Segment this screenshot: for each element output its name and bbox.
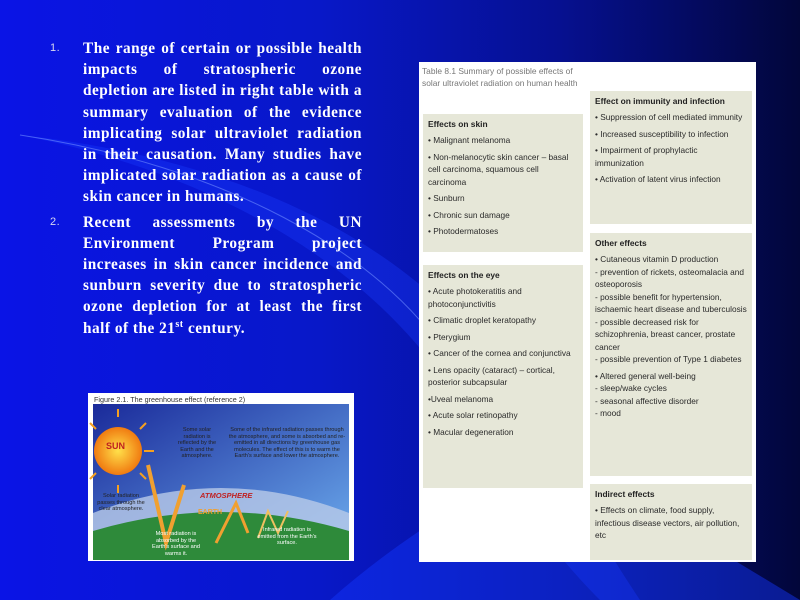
list-item: - seasonal affective disorder (595, 395, 699, 406)
bullet-list (50, 38, 362, 343)
list-item: • Malignant melanoma (428, 135, 511, 145)
absorbed-text: Most radiation is absorbed by the Earth's surface and warms it. (151, 531, 201, 557)
bullet-text: Recent assessments by the UN Environment Program project increases in skin cancer incidence and sunburn severity due to stratospheric ozone depletion for at least the first half of the 21 (83, 213, 362, 337)
list-item: • Macular degeneration (428, 426, 514, 437)
sun-label: SUN (106, 441, 126, 451)
list-item: • Altered general well-being (595, 370, 696, 381)
table-caption: Table 8.1 Summary of possible effects of solar ultraviolet radiation on human health (422, 66, 578, 89)
list-item: • Sunburn (428, 193, 465, 203)
earth-label: EARTH (198, 509, 223, 516)
greenhouse-figure (88, 393, 354, 561)
immunity-effects-box (590, 91, 752, 224)
list-item: • Cancer of the cornea and conjunctiva (428, 348, 571, 358)
list-item: • Suppression of cell mediated immunity (595, 112, 743, 122)
indirect-effects-box (590, 484, 752, 560)
other-effects-title: Other effects (595, 238, 647, 248)
list-item: • Impairment of prophylactic immunization (595, 145, 698, 168)
list-item: - possible decreased risk for schizophrenia, breast cancer, prostate cancer (595, 316, 736, 352)
other-effects-box (590, 233, 752, 476)
bullet-text: The range of certain or possible health impacts of stratospheric ozone depletion are listed in right table with a summary evaluation of the evidence implicating solar ultraviolet radiation in their causation. Many studies have implicated solar radiation as a cause of skin cancer in humans. (83, 40, 362, 206)
list-item: • Acute photokeratitis and photoconjunctivitis (428, 286, 522, 309)
list-item: - prevention of rickets, osteomalacia and osteoporosis (595, 266, 744, 289)
reflected-text: Some solar radiation is reflected by the Earth and the atmosphere. (177, 427, 217, 460)
list-item: - possible benefit for hypertension, ischaemic heart disease and tuberculosis (595, 291, 747, 314)
list-item: • Non-melanocytic skin cancer – basal cell carcinoma, squamous cell carcinoma (428, 151, 569, 187)
summary-table-image (419, 62, 756, 562)
bullet-text-tail: century. (183, 319, 246, 337)
list-item: • Climatic droplet keratopathy (428, 315, 537, 325)
bullet-number: 2. (50, 215, 61, 228)
passes-through-text: Solar radiation passes through the clear atmosphere. (97, 493, 145, 513)
list-item: • Chronic sun damage (428, 209, 510, 220)
skin-effects-box (423, 114, 583, 252)
list-item: • Pterygium (428, 331, 471, 342)
indirect-effects-title: Indirect effects (595, 489, 655, 499)
list-item: • Photodermatoses (428, 226, 499, 236)
eye-effects-box (423, 265, 583, 488)
eye-effects-title: Effects on the eye (428, 270, 500, 280)
list-item: • Lens opacity (cataract) – cortical, posterior subcapsular (428, 364, 555, 387)
bullet-item-2 (50, 212, 362, 339)
list-item: •Uveal melanoma (428, 393, 494, 404)
list-item: - sleep/wake cycles (595, 383, 667, 393)
infrared-absorbed-text: Some of the infrared radiation passes through the atmosphere, and some is absorbed and re-emitted in all directions by greenhouse gas molecules. The effect of this is to warm the Earth's surface and lower the atmosphere. (228, 427, 346, 460)
list-item: • Increased susceptibility to infection (595, 128, 729, 139)
list-item: - mood (595, 408, 621, 418)
figure-caption: Figure 2.1. The greenhouse effect (reference 2) (94, 395, 246, 404)
list-item: • Activation of latent virus infection (595, 174, 721, 184)
emitted-text: Infrared radiation is emitted from the Earth's surface. (257, 527, 317, 547)
bullet-number: 1. (50, 42, 61, 54)
bullet-item-1 (50, 38, 362, 208)
list-item: - possible prevention of Type 1 diabetes (595, 354, 742, 364)
atmosphere-label: ATMOSPHERE (200, 491, 253, 500)
list-item: • Acute solar retinopathy (428, 410, 518, 420)
list-item: • Effects on climate, food supply, infectious disease vectors, air pollution, etc (595, 505, 740, 540)
list-item: • Cutaneous vitamin D production (595, 254, 719, 264)
skin-effects-title: Effects on skin (428, 119, 488, 129)
bullet-superscript: st (175, 318, 184, 330)
immunity-effects-title: Effect on immunity and infection (595, 96, 725, 106)
